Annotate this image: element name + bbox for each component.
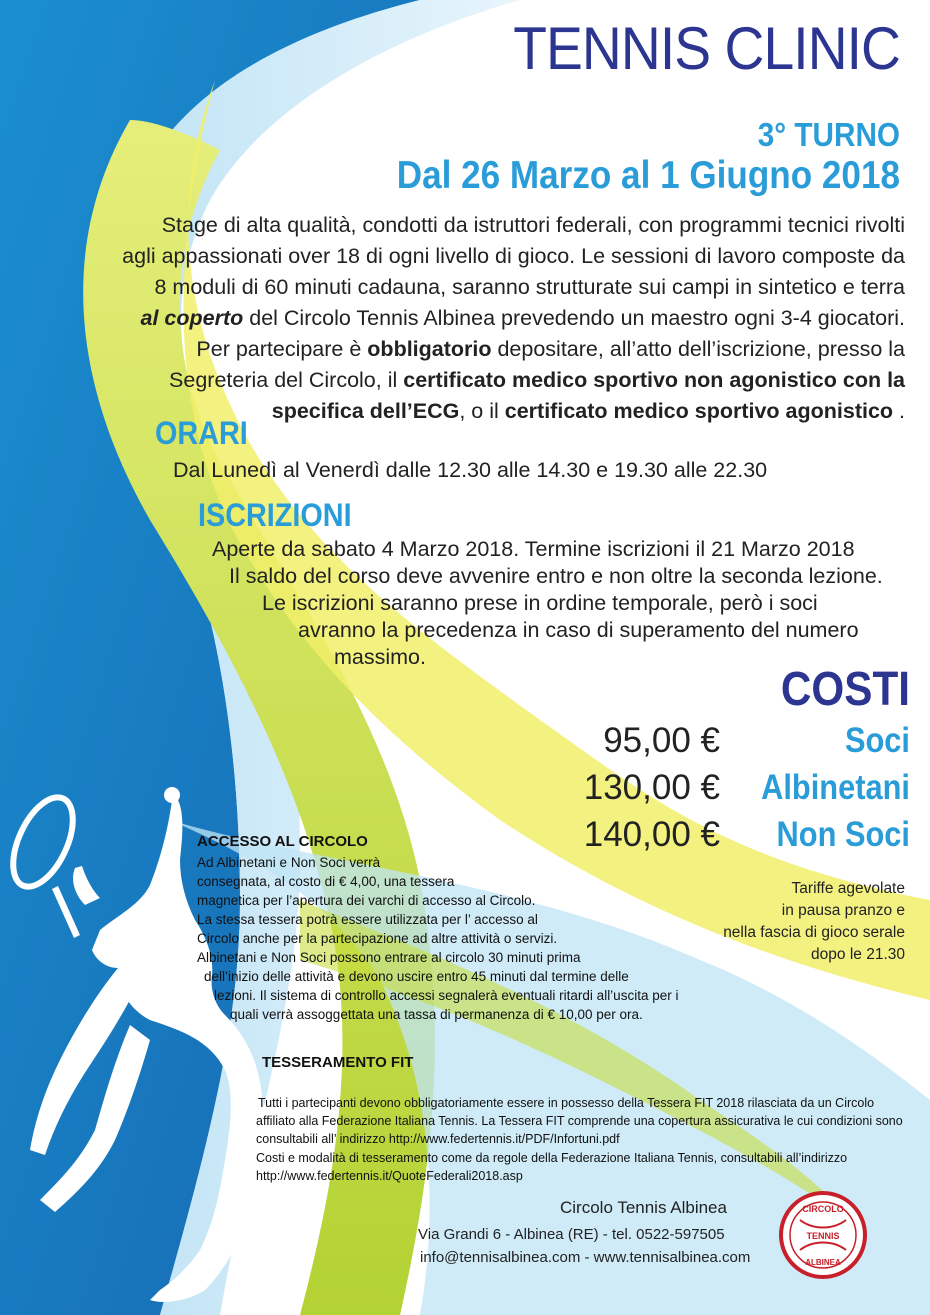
intro-emphasis: al coperto <box>140 306 244 330</box>
accesso-line: quali verrà assoggettata una tassa di permanenza di € 10,00 per ora. <box>230 1007 643 1022</box>
accesso-line: Circolo anche per la partecipazione ad altre attività o servizi. <box>197 931 558 946</box>
tariffe-line: Tariffe agevolate <box>791 880 905 897</box>
iscrizioni-line: avranno la precedenza in caso di superamento del numero <box>298 618 859 642</box>
date-range: Dal 26 Marzo al 1 Giugno 2018 <box>396 154 900 197</box>
logo-text-mid: TENNIS <box>806 1231 840 1241</box>
fit-line: Costi e modalità di tesseramento come da regole della Federazione Italiana Tennis, consultabili all’indirizzo <box>256 1151 848 1165</box>
intro-line <box>100 365 905 396</box>
iscrizioni-line: Il saldo del corso deve avvenire entro e non oltre la seconda lezione. <box>229 564 883 588</box>
accesso-line: La stessa tessera potrà essere utilizzata per l’ accesso al <box>197 912 538 927</box>
intro-bold: certificato medico sportivo agonistico <box>504 399 894 423</box>
iscrizioni-line: Aperte da sabato 4 Marzo 2018. Termine iscrizioni il 21 Marzo 2018 <box>212 537 855 561</box>
iscrizioni-line: massimo. <box>334 645 426 669</box>
fit-heading: TESSERAMENTO FIT <box>262 1054 414 1071</box>
intro-text: , o il <box>459 399 505 423</box>
accesso-line: lezioni. Il sistema di controllo accessi segnalerà eventuali ritardi all’uscita per i <box>214 988 679 1003</box>
intro-line <box>100 334 905 365</box>
accesso-line: magnetica per l’apertura dei varchi di accesso al Circolo. <box>197 893 536 908</box>
intro-text: Per partecipare è <box>196 337 368 361</box>
club-contacts: info@tennisalbinea.com - www.tennisalbinea.com <box>420 1249 751 1266</box>
iscrizioni-line: Le iscrizioni saranno prese in ordine temporale, però i soci <box>262 591 818 615</box>
page-title: TENNIS CLINIC <box>513 15 900 82</box>
club-logo <box>778 1190 868 1280</box>
price-label-albinetani: Albinetani <box>761 768 910 807</box>
price-label-non-soci: Non Soci <box>776 815 910 854</box>
intro-text: depositare, all’atto dell’iscrizione, presso la <box>491 337 905 361</box>
tariffe-line: nella fascia di gioco serale <box>723 924 905 941</box>
price-non-soci: 140,00 € <box>583 815 720 854</box>
intro-line: 8 moduli di 60 minuti cadauna, saranno strutturate sui campi in sintetico e terra <box>154 275 905 299</box>
accesso-line: Albinetani e Non Soci possono entrare al circolo 30 minuti prima <box>197 950 581 965</box>
club-address: Via Grandi 6 - Albinea (RE) - tel. 0522-597505 <box>418 1226 725 1243</box>
accesso-heading: ACCESSO AL CIRCOLO <box>197 833 368 850</box>
intro-line: agli appassionati over 18 di ogni livello di gioco. Le sessioni di lavoro composte da <box>122 244 905 268</box>
logo-text-bottom: ALBINEA <box>805 1258 841 1267</box>
intro-bold: obbligatorio <box>367 337 492 361</box>
intro-text: del Circolo Tennis Albinea prevedendo un maestro ogni 3-4 giocatori. <box>243 306 905 330</box>
intro-line <box>100 303 905 334</box>
costi-heading: COSTI <box>780 663 910 716</box>
club-name: Circolo Tennis Albinea <box>560 1198 727 1217</box>
iscrizioni-heading: ISCRIZIONI <box>198 497 352 533</box>
tariffe-note <box>680 878 905 966</box>
price-albinetani: 130,00 € <box>583 768 720 807</box>
fit-line: consultabili all’ indirizzo http://www.federtennis.it/PDF/Infortuni.pdf <box>256 1132 620 1146</box>
orari-text: Dal Lunedì al Venerdì dalle 12.30 alle 14.30 e 19.30 alle 22.30 <box>173 458 768 482</box>
intro-text: Segreteria del Circolo, il <box>169 368 404 392</box>
tariffe-line: dopo le 21.30 <box>811 946 905 963</box>
intro-bold: certificato medico sportivo non agonistico con la <box>403 368 905 392</box>
logo-text-top: CIRCOLO <box>802 1204 844 1214</box>
intro-bold: specifica dell’ECG <box>271 399 460 423</box>
intro-line: Stage di alta qualità, condotti da istruttori federali, con programmi tecnici rivolti <box>161 213 905 237</box>
price-label-soci: Soci <box>844 721 910 760</box>
tariffe-line: in pausa pranzo e <box>781 902 905 919</box>
accesso-line: dell’inizio delle attività e devono uscire entro 45 minuti dal termine delle <box>204 969 629 984</box>
turno-label: 3° TURNO <box>757 116 900 153</box>
fit-line: Tutti i partecipanti devono obbligatoriamente essere in possesso della Tessera FIT 2018 rilasciata da un Circolo <box>258 1096 875 1110</box>
fit-line: http://www.federtennis.it/QuoteFederali2018.asp <box>256 1169 523 1183</box>
intro-paragraph <box>100 210 905 427</box>
intro-text: . <box>893 399 905 423</box>
accesso-line: consegnata, al costo di € 4,00, una tessera <box>197 874 455 889</box>
price-soci: 95,00 € <box>603 721 720 760</box>
accesso-line: Ad Albinetani e Non Soci verrà <box>197 855 381 870</box>
fit-line: affiliato alla Federazione Italiana Tennis. La Tessera FIT comprende una copertura assicurativa le cui condizioni sono <box>256 1114 903 1128</box>
orari-heading: ORARI <box>155 415 248 451</box>
